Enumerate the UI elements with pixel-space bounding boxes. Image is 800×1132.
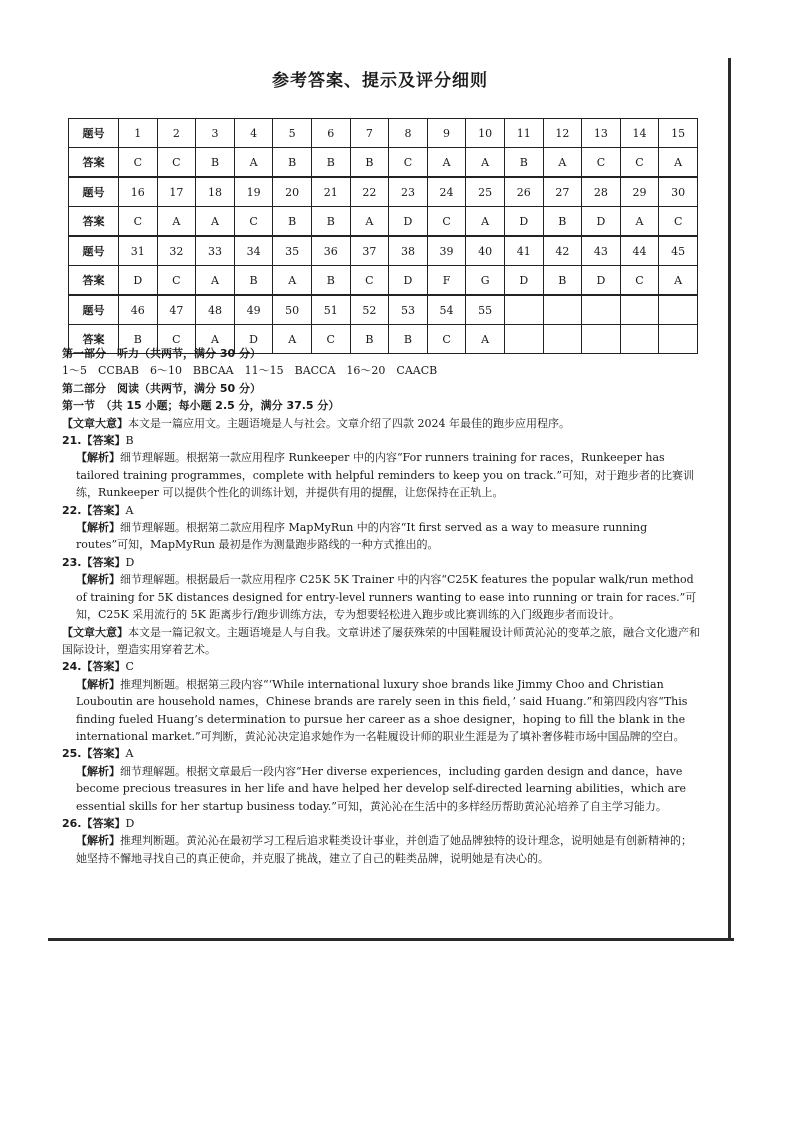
answer-cell: D [389,266,428,296]
question-number-cell: 41 [504,236,543,266]
answer-cell: A [273,325,312,354]
question-number-cell: 45 [659,236,698,266]
question-number-cell: 17 [157,177,196,207]
answer-cell: C [389,148,428,178]
question-number-cell: 46 [119,295,158,325]
question-number-cell: 19 [234,177,273,207]
question-number-cell: 53 [389,295,428,325]
answer-cell: C [157,266,196,296]
answer-head: 25.【答案】 [62,747,126,761]
q24-explanation [62,676,702,746]
row-label-answer: 答案 [69,207,119,237]
q23-explanation [62,571,702,623]
question-number-cell [543,295,582,325]
answer-letter: D [125,555,135,569]
question-number-cell: 18 [196,177,235,207]
question-number-row [69,295,698,325]
question-number-cell: 1 [119,119,158,148]
row-label-answer: 答案 [69,148,119,178]
answer-cell: C [157,325,196,354]
question-number-cell: 16 [119,177,158,207]
row-label-question: 题号 [69,177,119,207]
question-number-row [69,177,698,207]
answer-cell: B [543,266,582,296]
question-number-cell: 7 [350,119,389,148]
question-number-cell: 48 [196,295,235,325]
summary-text: 本文是一篇应用文。主题语境是人与社会。文章介绍了四款 2024 年最佳的跑步应用程序。 [128,416,570,430]
row-label-answer: 答案 [69,325,119,354]
answer-row [69,148,698,178]
answer-letter: A [125,503,134,517]
answer-cell: B [311,266,350,296]
explanation-body [62,345,702,867]
q23-answer [62,554,702,571]
summary-tag: 【文章大意】 [62,416,128,430]
answer-cell: C [659,207,698,237]
answer-cell: D [504,207,543,237]
question-number-cell: 14 [620,119,659,148]
answer-cell: C [157,148,196,178]
answer-head: 23.【答案】 [62,555,126,569]
explanation-text: 细节理解题。根据第二款应用程序 MapMyRun 中的内容“It first served as a way to measure running routes”可知，MapMyRun 最初是作为测量跑步路线的一种方式推出的。 [76,521,648,552]
question-number-cell: 30 [659,177,698,207]
answer-cell: C [119,148,158,178]
answer-cell: B [311,207,350,237]
answer-cell: C [427,207,466,237]
page-title: 参考答案、提示及评分细则 [272,71,488,91]
question-number-cell: 28 [582,177,621,207]
passage1-summary [62,415,702,432]
question-number-cell: 54 [427,295,466,325]
question-number-cell: 21 [311,177,350,207]
question-number-cell [504,295,543,325]
answer-letter: B [125,434,134,448]
question-number-cell: 49 [234,295,273,325]
answer-cell: A [427,148,466,178]
question-number-cell: 50 [273,295,312,325]
answer-letter: C [125,660,134,674]
row-label-question: 题号 [69,236,119,266]
part2-title: 第二部分 阅读（共两节，满分 50 分） [62,381,261,395]
q26-explanation [62,832,702,867]
answer-cell: D [582,266,621,296]
explanation-text: 推理判断题。黄沁沁在最初学习工程后追求鞋类设计事业，并创造了她品牌独特的设计理念，说明她是有创新精神的；她坚持不懈地寻找自己的真正使命，并克服了挑战，建立了自己的鞋类品牌，说明她是有决心的。 [76,834,692,865]
question-number-cell: 42 [543,236,582,266]
q25-explanation [62,763,702,815]
part1-answers: 1～5 CCBAB 6～10 BBCAA 11～15 BACCA 16～20 CAACB [62,364,438,378]
answer-cell: B [504,148,543,178]
answer-cell: A [350,207,389,237]
answer-cell: A [466,148,505,178]
answer-cell: C [311,325,350,354]
answer-row [69,207,698,237]
question-number-cell: 33 [196,236,235,266]
row-label-answer: 答案 [69,266,119,296]
question-number-cell: 36 [311,236,350,266]
answer-cell: B [389,325,428,354]
answer-cell: A [620,207,659,237]
q21-answer [62,432,702,449]
explanation-text: 推理判断题。根据第三段内容“‘While international luxury shoe brands like Jimmy Choo and Christian Louboutin are household names，Chinese brands are rarely seen in this field，’ said Huang.”和第四段内容“This finding fueled Huang’s determination to pursue her career as a shoe designer，hoping to fill the blank in the international market.”可判断，黄沁沁决定追求她作为一名鞋履设计师的职业生涯是为了填补奢侈鞋市场中国品牌的空白。 [76,677,688,743]
answer-cell: C [620,266,659,296]
answer-cell: A [196,325,235,354]
row-label-question: 题号 [69,119,119,148]
answer-cell: A [196,207,235,237]
q21-explanation [62,449,702,501]
answer-cell: B [234,266,273,296]
question-number-cell: 9 [427,119,466,148]
answer-cell: A [466,325,505,354]
answer-letter: D [125,816,135,830]
explanation-text: 细节理解题。根据第一款应用程序 Runkeeper 中的内容“For runners training for races，Runkeeper has tailored training programmes，complete with helpful reminders to keep you on track.”可知，对于跑步者的比赛训练，Runkeeper 可以提供个性化的训练计划，并提供有用的提醒，让您保持在正轨上。 [76,451,695,500]
answer-cell: B [119,325,158,354]
question-number-cell: 20 [273,177,312,207]
answer-cell: C [350,266,389,296]
answer-cell: D [582,207,621,237]
answer-cell: C [582,148,621,178]
question-number-cell: 22 [350,177,389,207]
question-number-cell: 51 [311,295,350,325]
question-number-cell: 55 [466,295,505,325]
question-number-cell [620,295,659,325]
explanation-tag: 【解析】 [76,521,120,535]
answer-cell: A [196,266,235,296]
answer-cell: A [273,266,312,296]
answer-cell: D [389,207,428,237]
answer-cell: C [620,148,659,178]
part1-title: 第一部分 听力（共两节，满分 30 分） [62,347,261,360]
question-number-cell: 11 [504,119,543,148]
question-number-cell: 43 [582,236,621,266]
answer-cell: B [543,207,582,237]
answer-cell: A [157,207,196,237]
question-number-cell: 35 [273,236,312,266]
summary-text: 本文是一篇记叙文。主题语境是人与自我。文章讲述了屡获殊荣的中国鞋履设计师黄沁沁的变革之旅，融合文化遗产和国际设计，塑造实用穿着艺术。 [62,625,700,656]
q22-explanation [62,519,702,554]
question-number-cell: 32 [157,236,196,266]
explanation-text: 细节理解题。根据文章最后一段内容“Her diverse experiences，including garden design and dance，have become precious treasures in her life and have helped her develop self-directed learning abilities，which are essential skills for her startup business today.”可知，黄沁沁在生活中的多样经历帮助黄沁沁培养了自主学习能力。 [76,764,687,813]
answer-cell: B [350,148,389,178]
right-border-rule [728,58,731,940]
question-number-cell: 15 [659,119,698,148]
question-number-cell: 2 [157,119,196,148]
answer-row [69,266,698,296]
question-number-cell: 47 [157,295,196,325]
question-number-row [69,236,698,266]
question-number-cell: 27 [543,177,582,207]
question-number-cell: 37 [350,236,389,266]
question-number-cell: 29 [620,177,659,207]
explanation-tag: 【解析】 [76,764,120,778]
answer-cell: B [350,325,389,354]
bottom-border-rule [48,938,734,941]
answer-cell: G [466,266,505,296]
question-number-cell: 13 [582,119,621,148]
answer-cell: A [659,148,698,178]
question-number-cell: 12 [543,119,582,148]
question-number-cell: 39 [427,236,466,266]
question-number-cell: 3 [196,119,235,148]
q26-answer [62,815,702,832]
explanation-tag: 【解析】 [76,677,120,691]
answer-cell: D [234,325,273,354]
passage2-summary [62,624,702,659]
question-number-cell: 8 [389,119,428,148]
question-number-cell: 52 [350,295,389,325]
answer-cell: C [119,207,158,237]
answer-cell: C [427,325,466,354]
question-number-cell: 10 [466,119,505,148]
answer-head: 24.【答案】 [62,660,126,674]
q24-answer [62,658,702,675]
question-number-cell: 34 [234,236,273,266]
question-number-cell: 38 [389,236,428,266]
answer-cell: D [119,266,158,296]
question-number-cell: 44 [620,236,659,266]
answer-key-table [68,118,698,354]
answer-cell: C [234,207,273,237]
answer-letter: A [125,747,134,761]
part2-section1-title: 第一节 （共 15 小题；每小题 2.5 分，满分 37.5 分） [62,399,340,413]
row-label-question: 题号 [69,295,119,325]
q22-answer [62,502,702,519]
question-number-cell: 40 [466,236,505,266]
answer-cell: F [427,266,466,296]
answer-cell: A [466,207,505,237]
question-number-cell: 24 [427,177,466,207]
question-number-cell: 23 [389,177,428,207]
answer-cell: B [196,148,235,178]
answer-head: 22.【答案】 [62,503,126,517]
question-number-cell: 5 [273,119,312,148]
question-number-cell: 4 [234,119,273,148]
answer-cell: B [273,148,312,178]
question-number-cell: 31 [119,236,158,266]
answer-head: 21.【答案】 [62,434,126,448]
explanation-tag: 【解析】 [76,573,120,587]
explanation-text: 细节理解题。根据最后一款应用程序 C25K 5K Trainer 中的内容“C25K features the popular walk/run method of training for 5K distances designed for entry-level runners wanting to ease into running or train for races.”可知，C25K 采用流行的 5K 距离步行/跑步训练方法，专为想要轻松进入跑步或比赛训练的入门级跑步者而设计。 [76,573,697,622]
answer-cell: B [311,148,350,178]
explanation-tag: 【解析】 [76,451,120,465]
summary-tag: 【文章大意】 [62,625,128,639]
question-number-cell [659,295,698,325]
answer-cell: A [659,266,698,296]
question-number-cell [582,295,621,325]
question-number-cell: 26 [504,177,543,207]
explanation-tag: 【解析】 [76,834,120,848]
q25-answer [62,745,702,762]
answer-cell: A [543,148,582,178]
answer-cell: D [504,266,543,296]
question-number-cell: 6 [311,119,350,148]
answer-head: 26.【答案】 [62,816,126,830]
answer-cell: A [234,148,273,178]
answer-cell: B [273,207,312,237]
question-number-row [69,119,698,148]
question-number-cell: 25 [466,177,505,207]
